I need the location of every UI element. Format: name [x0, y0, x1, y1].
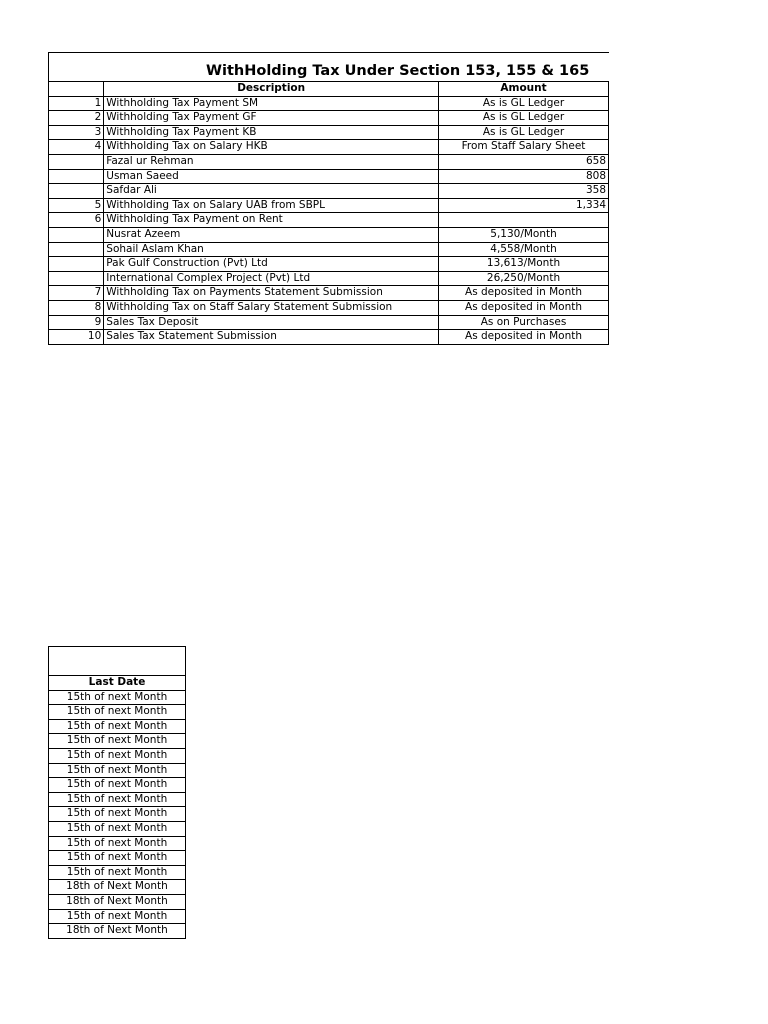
table-row [49, 111, 609, 126]
table-row [49, 198, 609, 213]
last-date-value: 15th of next Month [49, 807, 186, 822]
row-amount: 13,613/Month [439, 257, 609, 272]
row-amount: 26,250/Month [439, 271, 609, 286]
last-date-row [49, 836, 186, 851]
last-date-row [49, 734, 186, 749]
row-sub-description: Safdar Ali [104, 184, 439, 199]
row-description: Withholding Tax Payment GF [104, 111, 439, 126]
row-description: Withholding Tax Payment SM [104, 96, 439, 111]
table-row [49, 242, 609, 257]
row-sub-description: Sohail Aslam Khan [104, 242, 439, 257]
row-number [49, 271, 104, 286]
row-amount: From Staff Salary Sheet [439, 140, 609, 155]
row-description: Withholding Tax on Staff Salary Statement Submission [104, 300, 439, 315]
table-row [49, 140, 609, 155]
row-number [49, 169, 104, 184]
last-date-header: Last Date [49, 676, 186, 691]
table-row [49, 96, 609, 111]
row-sub-description: Fazal ur Rehman [104, 154, 439, 169]
row-amount: 808 [439, 169, 609, 184]
row-sub-description: International Complex Project (Pvt) Ltd [104, 271, 439, 286]
row-number: 5 [49, 198, 104, 213]
table-row [49, 125, 609, 140]
row-amount: 4,558/Month [439, 242, 609, 257]
row-amount: As on Purchases [439, 315, 609, 330]
row-amount: 5,130/Month [439, 227, 609, 242]
last-date-top-blank [48, 646, 186, 675]
withholding-tax-sheet [48, 52, 609, 345]
last-date-table [48, 675, 186, 939]
row-description: Withholding Tax Payment on Rent [104, 213, 439, 228]
table-row [49, 169, 609, 184]
row-number: 7 [49, 286, 104, 301]
row-amount: As is GL Ledger [439, 125, 609, 140]
tax-table [48, 81, 609, 345]
table-row [49, 227, 609, 242]
last-date-value: 15th of next Month [49, 836, 186, 851]
last-date-row [49, 821, 186, 836]
last-date-row [49, 924, 186, 939]
last-date-row [49, 748, 186, 763]
last-date-value: 15th of next Month [49, 734, 186, 749]
row-description: Sales Tax Statement Submission [104, 330, 439, 345]
header-amount: Amount [439, 82, 609, 97]
last-date-body [49, 690, 186, 938]
sheet-title: WithHolding Tax Under Section 153, 155 & 165 [206, 63, 590, 79]
table-row [49, 257, 609, 272]
row-description: Withholding Tax on Salary UAB from SBPL [104, 198, 439, 213]
table-row [49, 315, 609, 330]
last-date-value: 15th of next Month [49, 763, 186, 778]
row-amount: As deposited in Month [439, 286, 609, 301]
table-row [49, 184, 609, 199]
last-date-row [49, 851, 186, 866]
last-date-value: 15th of next Month [49, 690, 186, 705]
last-date-row [49, 778, 186, 793]
last-date-value: 15th of next Month [49, 865, 186, 880]
row-sub-description: Pak Gulf Construction (Pvt) Ltd [104, 257, 439, 272]
row-amount: As deposited in Month [439, 330, 609, 345]
row-amount: 358 [439, 184, 609, 199]
last-date-value: 18th of Next Month [49, 880, 186, 895]
row-description: Sales Tax Deposit [104, 315, 439, 330]
row-amount: As is GL Ledger [439, 96, 609, 111]
table-row [49, 286, 609, 301]
table-row [49, 213, 609, 228]
last-date-value: 15th of next Month [49, 719, 186, 734]
last-date-row [49, 807, 186, 822]
row-number: 9 [49, 315, 104, 330]
row-amount: 1,334 [439, 198, 609, 213]
last-date-value: 18th of Next Month [49, 894, 186, 909]
last-date-value: 15th of next Month [49, 821, 186, 836]
last-date-row [49, 763, 186, 778]
last-date-value: 15th of next Month [49, 778, 186, 793]
last-date-row [49, 894, 186, 909]
last-date-row [49, 719, 186, 734]
row-number: 2 [49, 111, 104, 126]
row-description: Withholding Tax on Payments Statement Submission [104, 286, 439, 301]
tax-table-body [49, 96, 609, 344]
row-number: 4 [49, 140, 104, 155]
row-number [49, 242, 104, 257]
row-number: 10 [49, 330, 104, 345]
row-sub-description: Usman Saeed [104, 169, 439, 184]
header-row [49, 82, 609, 97]
title-row [48, 52, 609, 81]
last-date-value: 15th of next Month [49, 792, 186, 807]
table-row [49, 300, 609, 315]
header-no [49, 82, 104, 97]
last-date-row [49, 909, 186, 924]
last-date-value: 15th of next Month [49, 851, 186, 866]
last-date-header-row [49, 676, 186, 691]
row-sub-description: Nusrat Azeem [104, 227, 439, 242]
row-amount: As deposited in Month [439, 300, 609, 315]
last-date-value: 15th of next Month [49, 909, 186, 924]
last-date-sheet [48, 646, 186, 939]
row-number: 6 [49, 213, 104, 228]
last-date-value: 15th of next Month [49, 748, 186, 763]
row-number [49, 227, 104, 242]
last-date-row [49, 865, 186, 880]
row-number: 8 [49, 300, 104, 315]
row-number [49, 257, 104, 272]
row-number: 3 [49, 125, 104, 140]
last-date-row [49, 690, 186, 705]
row-number: 1 [49, 96, 104, 111]
row-number [49, 154, 104, 169]
last-date-value: 18th of Next Month [49, 924, 186, 939]
last-date-row [49, 705, 186, 720]
last-date-row [49, 880, 186, 895]
last-date-row [49, 792, 186, 807]
row-amount [439, 213, 609, 228]
row-number [49, 184, 104, 199]
row-amount: 658 [439, 154, 609, 169]
table-row [49, 271, 609, 286]
last-date-value: 15th of next Month [49, 705, 186, 720]
table-row [49, 330, 609, 345]
row-amount: As is GL Ledger [439, 111, 609, 126]
row-description: Withholding Tax Payment KB [104, 125, 439, 140]
header-description: Description [104, 82, 439, 97]
row-description: Withholding Tax on Salary HKB [104, 140, 439, 155]
table-row [49, 154, 609, 169]
